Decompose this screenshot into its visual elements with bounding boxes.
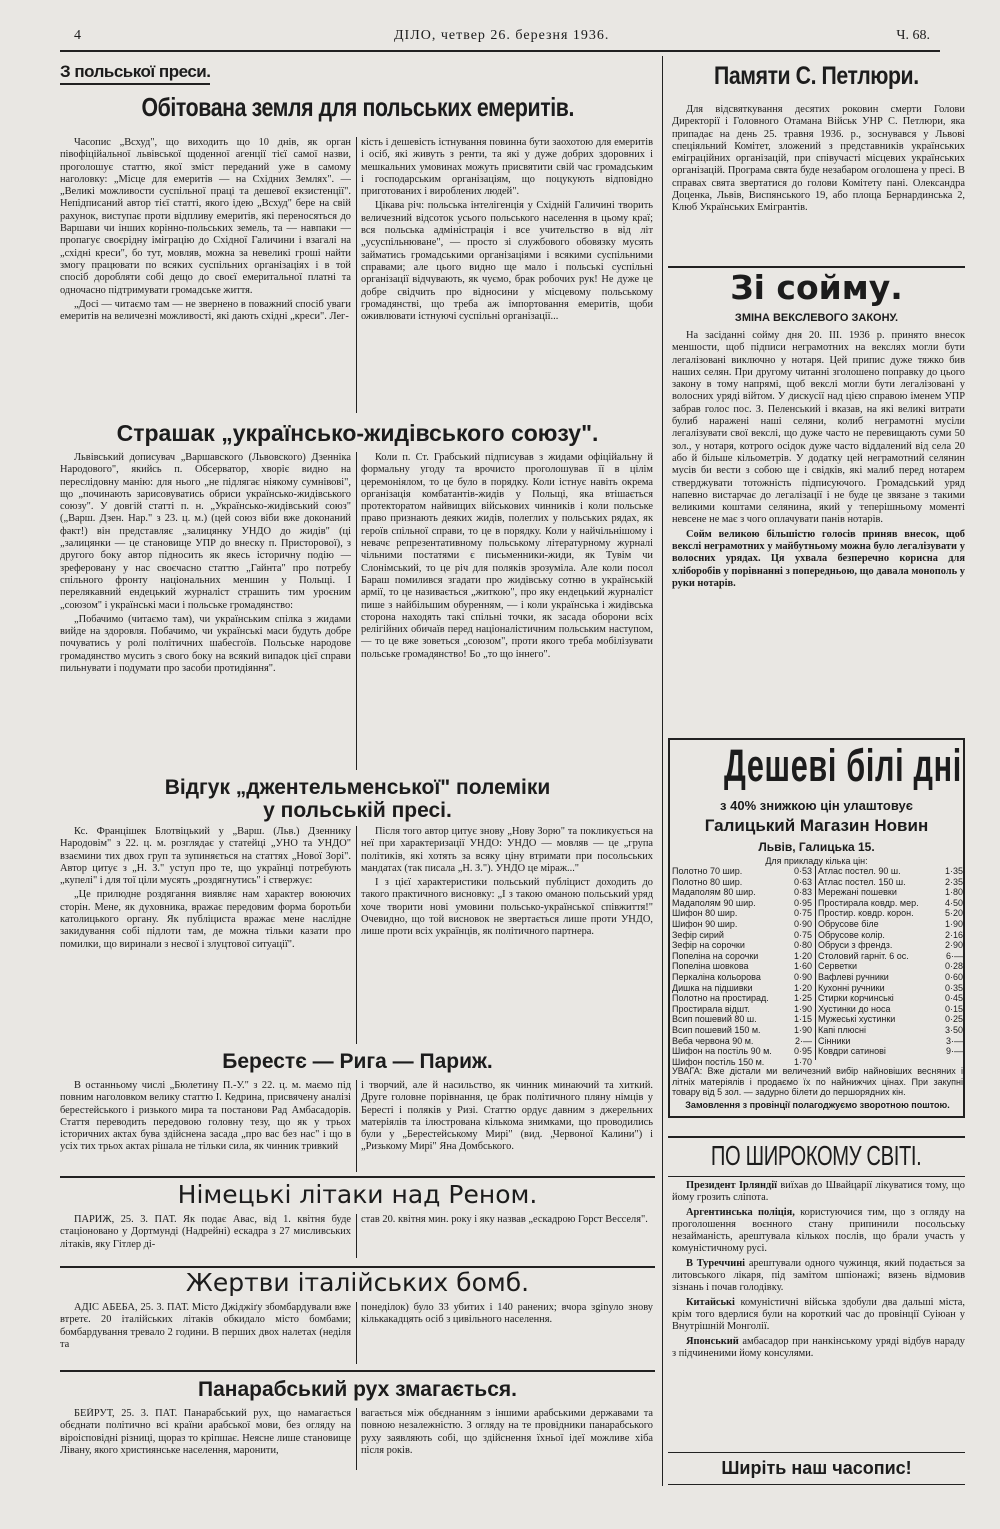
price-value: 0·75	[793, 908, 812, 919]
ad-note-2: Замовлення з провінції полагоджуємо зворотною поштою.	[685, 1100, 950, 1110]
price-value: 1·15	[793, 1014, 812, 1025]
paragraph: „Побачимо (читаємо там), чи українським спілка з жидами вийде на здоровля. Побачимо, чи українські маси будуть добре почуватись у ролі політичних шабесгоїв. Польське народове громадянство мусить з свого боку на всякий випадок цієї справи пильнувати і подумати про засоби протидіяння".	[60, 613, 351, 675]
price-value: 9·—	[945, 1046, 963, 1057]
column-divider	[356, 1408, 357, 1470]
world-news-item	[672, 1258, 965, 1295]
article-title-berestie: Берестє — Рига — Париж.	[222, 1050, 493, 1073]
news-lead: Аргентинська поліція,	[686, 1206, 795, 1218]
price-item: Столовий гарніт. 6 ос.	[818, 950, 909, 961]
article-body-left	[60, 452, 351, 770]
column-divider	[356, 826, 357, 1044]
price-item: Обрусове колір.	[818, 929, 885, 940]
price-item: Шифон 80 шир.	[672, 908, 738, 919]
price-value: 2·90	[944, 940, 963, 951]
paragraph: Кс. Францішек Блотвіцький у „Варш. (Льв.) Дзеннику Народовім" з 22. ц. м. розглядає у статейці „УНО та УНДО" взаємини тих двох груп та зупиняється на статтях „Нової Зорі". Автор цитує з „Н. З." уступ про те, що українці потребують „купелі" і для тої ціли мусять „роздягнутись" і ствержує:	[60, 826, 351, 887]
price-item: Попеліна шовкова	[672, 961, 749, 972]
page-header	[60, 26, 940, 52]
paragraph: В останньому числі „Бюлетину П.-У." з 22. ц. м. маємо під повним наголовком велику статтю І. Кедрина, присвячену аналізі берестейського і ризького мира та постанови Рад Амбасадорів. Стаття переводить передовою головну тезу, що як у трьох історичних актах бува здійснена засада „про вас без нас" і що в усіх тих трьох актах рішала не тільки сила, як чинник тривкий	[60, 1080, 351, 1153]
price-item: Хустинки до носа	[818, 1003, 891, 1014]
price-value: 0·90	[793, 918, 812, 929]
ad-frame	[668, 740, 965, 1118]
paragraph: І з цієї характеристики польський публіцист доходить до такого практичного висновку: „І з такою оманою польський уряд хоче творити нові умовини польсько-української співжиття!" Очевидно, що той висновок не звертається лише проти УНДО, лише проти всіх українців, як політичного партнера.	[361, 877, 653, 938]
section-rule	[60, 1370, 655, 1372]
price-item: Полотно 70 шир.	[672, 866, 743, 876]
world-title: ПО ШИРОКОМУ СВІТІ.	[711, 1140, 922, 1171]
sejm-body	[672, 330, 965, 736]
ad-note: УВАГА: Вже дістали ми величезний вибір найновіших весняних і літніх матеріялів і продаємо їх по найнижчих цінах. При закупні товару від 5 зол. — задурно білети до першорядних кін.	[672, 1066, 963, 1097]
column-divider	[356, 1080, 357, 1172]
price-value: 5·20	[944, 908, 963, 919]
news-text: комуністичні війська здобули два дальші міста, крім того вдерлися були на короткий час до провінції Суіюан у Внутрішній Монголії.	[672, 1296, 965, 1333]
article-body-left	[60, 137, 351, 413]
paragraph: Часопис „Всхуд", що виходить що 10 днів, як орган півофіційальної львівської щоденної агенції тієї самої назви, проголошує статтю, якої зміст переданий уже в самому наголовку: „Місце для емеритів — на Східних Землях". — „Великі можливости суспільної праці та дешевої екзистенції". Непідписаний автор тієї статті, якого ідею „Всхуд" бере на свій рахунок, виступає проти відпливу емеритів, які переносяться до Варшави чи інших корінно-польських земель, та — навпаки — пропагує своєрідну іміграцію до Східної Галичини і взагалі на „східні креси", бо тут, мовляв, можна за невеликі гроші найти змогу працювати по всяких суспільних організаціях і в той спосіб доробляти собі дещо до своєї емеритальної платні та одночасно підтримувати громадське життя.	[60, 137, 351, 296]
paragraph: Коли п. Ст. Грабський підписував з жидами офіційальну й формальну угоду та врочисто проголошував її в цілім церемоніялом, то це було в порядку. Коли істнує навіть окрема організація комбатантів-жидів у Польщі, яка втішається протекторатом найвищих військових чинників і коли польське право признають деяких жидів, полеглих у польських рядах, як героїв спільної справи, то це в порядку. Коли у найчільнішому і невачє репрезентативному польському літературному журналі чільними постатями є письменники-жиди, як Тувім чи Слонімський, то це річ для поляків зрозуміла. Але коли посол Бараш помилився згадати про жидівську сотню в українській армії, то це називається „житкою", про яку ендецький журналіст пише з найбільшим обуренням, — і коли українська і жидівська сторона находять такі спільні точки, як засада оборони всіх релігійних обичаїв перед націоналістичним польським наступом, — то це вже зоветься „союзом", проти якого треба мобілізувати польське громадянство! Бо „то що іннего".	[361, 452, 653, 660]
price-item: Зефір на сорочки	[672, 940, 745, 951]
issue-number: Ч. 68.	[896, 28, 930, 43]
article-body-right	[361, 1302, 653, 1364]
price-value: 2·35	[944, 876, 963, 887]
news-lead: Китайські	[686, 1296, 735, 1308]
price-value: 0·63	[793, 876, 812, 887]
price-value: 0·60	[944, 971, 963, 982]
column-divider	[356, 1214, 357, 1258]
column-divider	[356, 1302, 357, 1364]
price-item: Сінники	[818, 1035, 851, 1046]
world-news-item	[672, 1336, 965, 1361]
price-value: 0·35	[944, 982, 963, 993]
paragraph: кість і дешевість істнування повинна бути заохотою для емеритів і осіб, які живуть з ренти, та які у дуже добрих здоровних і мешкальних умовинах можуть присвятити свій час громадським і господарським організаціям, що поцукують відповідно приготованих і вироблених людей".	[361, 137, 653, 198]
price-item: Серветки	[818, 961, 857, 972]
article-title-bomby: Жертви італійських бомб.	[185, 1268, 530, 1297]
section-title: З польської преси.	[60, 62, 210, 85]
sejm-title: Зі сойму.	[730, 268, 903, 307]
paragraph: став 20. квітня мин. року і яку назвав „ескадрою Горст Весселя".	[361, 1214, 648, 1225]
price-item: Попеліна на сорочки	[672, 950, 759, 961]
masthead-date: ДІЛО, четвер 26. березня 1936.	[394, 28, 610, 43]
article-title-emerity: Обітована земля для польських емеритів.	[141, 92, 574, 122]
price-item: Дишка на підшивки	[672, 982, 753, 993]
news-text: користуючися тим, що з огляду на проголошення воєнного стану припинили посольську незайманість, арештувала кількох послів, що брали участь у комуністичному русі.	[672, 1206, 965, 1255]
price-value: 1·90	[944, 918, 963, 929]
sejm-subtitle: ЗМІНА ВЕКСЛЕВОГО ЗАКОНУ.	[734, 312, 899, 324]
price-item: Шифон 90 шир.	[672, 918, 738, 929]
article-title-litaky: Німецькі літаки над Реном.	[177, 1180, 538, 1209]
price-value: 1·20	[793, 982, 812, 993]
price-item: Атлас постел. 90 ш.	[818, 866, 901, 876]
article-body-right	[361, 137, 653, 413]
column-divider	[356, 452, 357, 770]
article-title-polemika	[60, 776, 655, 822]
slogan: Ширіть наш часопис!	[721, 1458, 912, 1478]
price-item: Мережані пошевки	[818, 887, 897, 898]
price-item: Веба червона 90 м.	[672, 1035, 754, 1046]
paragraph: Сойм великою більшістю голосів приняв внесок, щоб векслі неграмотних у майбутньому можна було легалізувати у волосних урядах. Ця ухвала безперечно корисна для хліборобів у порівнанні з попередньою, що давала монополь у руки нотарів.	[672, 528, 965, 589]
paragraph: БЕЙРУТ, 25. 3. ПАТ. Панарабський рух, що намагається обєднати політично всі країни арабської мови, без огляду на віроісповідні різниці, щораз то кріпшає. Неясне лише становище Лівану, якого християнське населення, маронити,	[60, 1408, 351, 1456]
price-item: Зефір сирий	[672, 929, 724, 940]
price-value: 1·20	[793, 950, 812, 961]
ad-examples-label: Для прикладу кілька цін:	[765, 856, 868, 866]
price-value: 0·90	[793, 971, 812, 982]
price-value: 1·80	[944, 887, 963, 898]
price-item: Обруси з френдз.	[818, 940, 893, 951]
news-lead: В Туреччині	[686, 1257, 746, 1269]
petliura-body	[672, 104, 965, 264]
article-title-panarab: Панарабський рух змагається.	[198, 1378, 517, 1401]
price-value: 0·95	[793, 1046, 812, 1057]
section-rule	[668, 1484, 965, 1485]
column-divider	[356, 137, 357, 413]
ad-line1: з 40% знижкою цін улаштовує	[720, 798, 913, 813]
article-body-left	[60, 1214, 351, 1264]
news-text: арештували одного чужинця, який подається за литовського лікаря, під замітом шпіонажі; вязень відмовив зізнань і почав голодівку.	[672, 1257, 965, 1294]
price-value: 6·—	[945, 950, 963, 961]
ad-title: Дешеві білі дні	[723, 740, 962, 791]
article-body-right	[361, 452, 653, 770]
price-item: Всип пошевий 150 м.	[672, 1024, 761, 1035]
price-value: 0·95	[793, 897, 812, 908]
article-title-soyuz: Страшак „українсько-жидівського союзу".	[116, 420, 599, 446]
article-body-right	[361, 1214, 653, 1264]
world-news-item	[672, 1207, 965, 1256]
price-item: Капі плюсні	[818, 1024, 866, 1035]
paragraph: Після того автор цитує знову „Нову Зорю" та покликується на неї при характеризації УНДО: УНДО — мовляв — це „група політиків, які хотять за всяку ціну втримати при посольських мандатах (так писала „Н. З."). УНДО це міраж..."	[361, 826, 653, 874]
news-text: виїхав до Швайцарії лікуватися тому, що йому грозить сліпота.	[672, 1180, 965, 1204]
news-lead: Президент Ірляндії	[686, 1180, 778, 1191]
price-item: Полотно на простирад.	[672, 993, 769, 1004]
price-value: 0·25	[944, 1014, 963, 1025]
price-item: Шифон на постіль 90 м.	[672, 1046, 772, 1057]
paragraph: вагається між обєднанням з іншими арабськими державами та повною незалежністю. З огляду на те провідники панарабського руху заявляють собі, що здійснення їхньої ідеї можливе хіба після років.	[361, 1408, 653, 1456]
page-column-divider	[662, 56, 663, 1486]
price-value: 1·60	[793, 961, 812, 972]
article-body-left	[60, 1302, 351, 1364]
ad-address: Львів, Галицька 15.	[758, 840, 875, 854]
price-value: 0·75	[793, 929, 812, 940]
price-item: Мужеські хустинки	[818, 1014, 896, 1025]
title-line: у польській пресі.	[263, 799, 452, 822]
price-item: Обрусове біле	[818, 918, 879, 929]
price-value: 3·—	[945, 1035, 963, 1046]
price-value: 1·90	[793, 1024, 812, 1035]
price-item: Стирки корчинські	[818, 993, 894, 1004]
paragraph: Львівський дописувач „Варшавского (Львовского) Дзенніка Народового", якийсь п. Обсерватор, хворіє видно на переслідовну манію: для нього „не підлягає ніякому сумнівові", що „починають зарисовуватись обриси українсько-жидівського союзу". У довгій статті п. н. „Українсько-жидівський союз" („Варш. Дзен. Нар." з 23. ц. м.) (цей союз віби вже доконаний факт!) він представляє „залицянку УНДО до жидів" (ці „залицянки — це становище УПР до внеску п. Присторової), з другого боку автор підносить як якесь історичну подію — зреферовану у нас своєчасно статтю „Гайнта" про потребу спільного фронту національних меншин у Польщі. І перелякавний ендецький журналіст страшить тим уроєним „союзом" і українські маси і польське громадянство:	[60, 452, 351, 611]
price-item: Мадаполям 90 шир.	[672, 897, 756, 908]
paragraph: На засіданні сойму дня 20. III. 1936 р. принято внесок меншости, щоб підписи неграмотних на векслях могли бути легалізовані виключно у нотаря. Цей припис дуже тяжко бив наших селян. При другому читанні зголошено поправку до цього закону в тому напрямі, щоб векслі могли бути легалізовані у волосних уряді війтом. У дискусії над цією справою іменем УПР забрав голос пос. З. Пеленський і вказав, на які великі витрати булиб наражені наші селяни, колиб неграмотні мусіли легалізувати свої векслі, що дуже часто не перевищають суми 50 зол., у нотаря, котрого осідок дуже часто віддалений від села 20 або й більше кільометрів. У додатку цей неграмотний селянин мусів би вести з собою ще і свідків, які малиб перед нотарем стверджувати тотожність підписуючого. Громадський уряд напевно вистарчає до легалізації і не буде це звязане з такими великими коштами селянина, який у теперішньому моменті невсене не має з чого оплачувати панів нотарів.	[672, 330, 965, 526]
ad-store-name: Галицький Магазин Новин	[704, 816, 929, 835]
paragraph: „Це прилюдне роздягання виявляє нам характер воюючих сторін. Мене, як духовника, вражає передовим форма боротьби католицького органу. Як публіциста вражає мене наслідне закидування собі підлоти там, де можна тільки казати про помилки, що виринали з несвої і злуцтової ситуації".	[60, 889, 351, 950]
price-item: Мадаполям 80 шир.	[672, 887, 756, 898]
price-value: 2·16	[944, 929, 963, 940]
article-body-left	[60, 1408, 351, 1470]
section-rule	[668, 1136, 965, 1138]
article-body-left	[60, 826, 351, 1044]
price-item: Кухонні ручники	[818, 982, 885, 993]
price-item: Полотно 80 шир.	[672, 876, 743, 887]
price-value: 0·80	[793, 940, 812, 951]
price-value: 0·53	[793, 866, 812, 876]
price-item: Атлас постел. 150 ш.	[818, 876, 906, 887]
paragraph: і творчий, але й насильство, як чинник минаючий та хиткий. Друге головне порівнання, це брак політичного пляну німців у Бересті і поляків у Ризі. Статтю ордує давним з джерельних матеріялів та ілюстрована кількома знимками, що проводились були у „Берестейському Мирі" (вид. „Червоної Калини") і „Ризькому Мирі" Яна Домбського.	[361, 1080, 653, 1153]
article-body-right	[361, 1080, 653, 1172]
section-rule	[60, 1176, 655, 1178]
price-value: 0·15	[944, 1003, 963, 1014]
price-value: 1·70	[793, 1056, 812, 1067]
section-rule	[668, 1176, 965, 1177]
price-value: 3·50	[944, 1024, 963, 1035]
price-value: 1·90	[793, 1003, 812, 1014]
price-value: 0·45	[944, 993, 963, 1004]
world-news-item	[672, 1297, 965, 1334]
paragraph: Цікава річ: польська інтелігенція у Східній Галичині творить величезний відсоток усього польського населення в цьому краї; вся польська адміністрація і все учительство в від літ „усуспільнюване", — просто зі службового обовязку мусять займатись громадськими організаціями і всякими суспільними справами; але цього видно ще мало і польські суспільні організації відчувають, як чуємо, брак робочих рук! Не дуже це добре свідчить про відносини у місцевому польському громадянстві, що треба аж імпортовання емеритів, щоби оживлювати істнуючі суспільні організації...	[361, 200, 653, 323]
article-body-right	[361, 826, 653, 1044]
price-item: Вафлеві ручники	[818, 971, 889, 982]
price-item: Всип пошевий 80 ш.	[672, 1014, 757, 1025]
page-number: 4	[74, 28, 81, 43]
price-value: 0·83	[793, 887, 812, 898]
world-news-item	[672, 1180, 965, 1205]
news-text: амбасадор при нанкінському уряді відбув нараду з підчиненими йому консулями.	[672, 1335, 965, 1359]
price-value: 4·50	[944, 897, 963, 908]
news-lead: Японський	[686, 1335, 739, 1347]
price-item: Простир. ковдр. корон.	[818, 908, 914, 919]
price-value: 2·—	[794, 1035, 812, 1046]
petliura-title: Памяти С. Петлюри.	[714, 62, 919, 90]
paragraph: АДІС АБЕБА, 25. 3. ПАТ. Місто Джіджіґу збомбардували вже втретє. 20 італійських літаків обкидало місто бомбами; бомбардування тревало 2 години. В перших двох налетах (неділя та	[60, 1302, 351, 1350]
paragraph: „Досі — читаємо там — не звернено в поважний спосіб уваги емеритів на величезні можливості, які дають східні „креси". Лег-	[60, 298, 351, 323]
price-item: Перкаліна кольорова	[672, 971, 761, 982]
price-item: Ковдри сатинові	[818, 1046, 886, 1057]
price-item: Простирала ковдр. мер.	[818, 897, 919, 908]
paragraph: понеділок) було 33 убитих і 140 ранених; вчора зginуло знову кількакадцять осіб з цивільного населення.	[361, 1302, 653, 1326]
price-item: Простирала відшт.	[672, 1003, 750, 1014]
price-value: 1·35	[944, 866, 963, 876]
article-body-right	[361, 1408, 653, 1470]
price-item: Шифон постіль 150 м.	[672, 1056, 765, 1067]
paragraph: Для відсвяткування десятих роковин смерти Голови Директорії і Головного Отамана Військ УНР С. Петлюри, яка припадає на день 25. травня 1936. р., зоснувався у Львові спеціяльний Комітет, зложений з представників українських еміграційних організацій, при співучасті місцевих українських організацій. Програма свята буде незабаром оголошена у пресі. В справах свята звертатися до голови Комітету пані. Олександра Доценка, Львів, Виспянського 19, або площа Бернардинська 2, Клюб Українських Емігрантів.	[672, 104, 965, 214]
price-value: 1·25	[793, 993, 812, 1004]
world-news	[672, 1180, 965, 1448]
article-body-left	[60, 1080, 351, 1172]
price-value: 0·28	[944, 961, 963, 972]
paragraph: ПАРИЖ, 25. 3. ПАТ. Як подає Авас, від 1. квітня буде стаціоновано у Дортмунді (Надрейні) ескадра з 27 мисливських літаків, яку Гітлер ді-	[60, 1214, 351, 1250]
section-rule	[668, 1452, 965, 1453]
title-line: Відгук „джентельменської" полеміки	[164, 776, 551, 799]
